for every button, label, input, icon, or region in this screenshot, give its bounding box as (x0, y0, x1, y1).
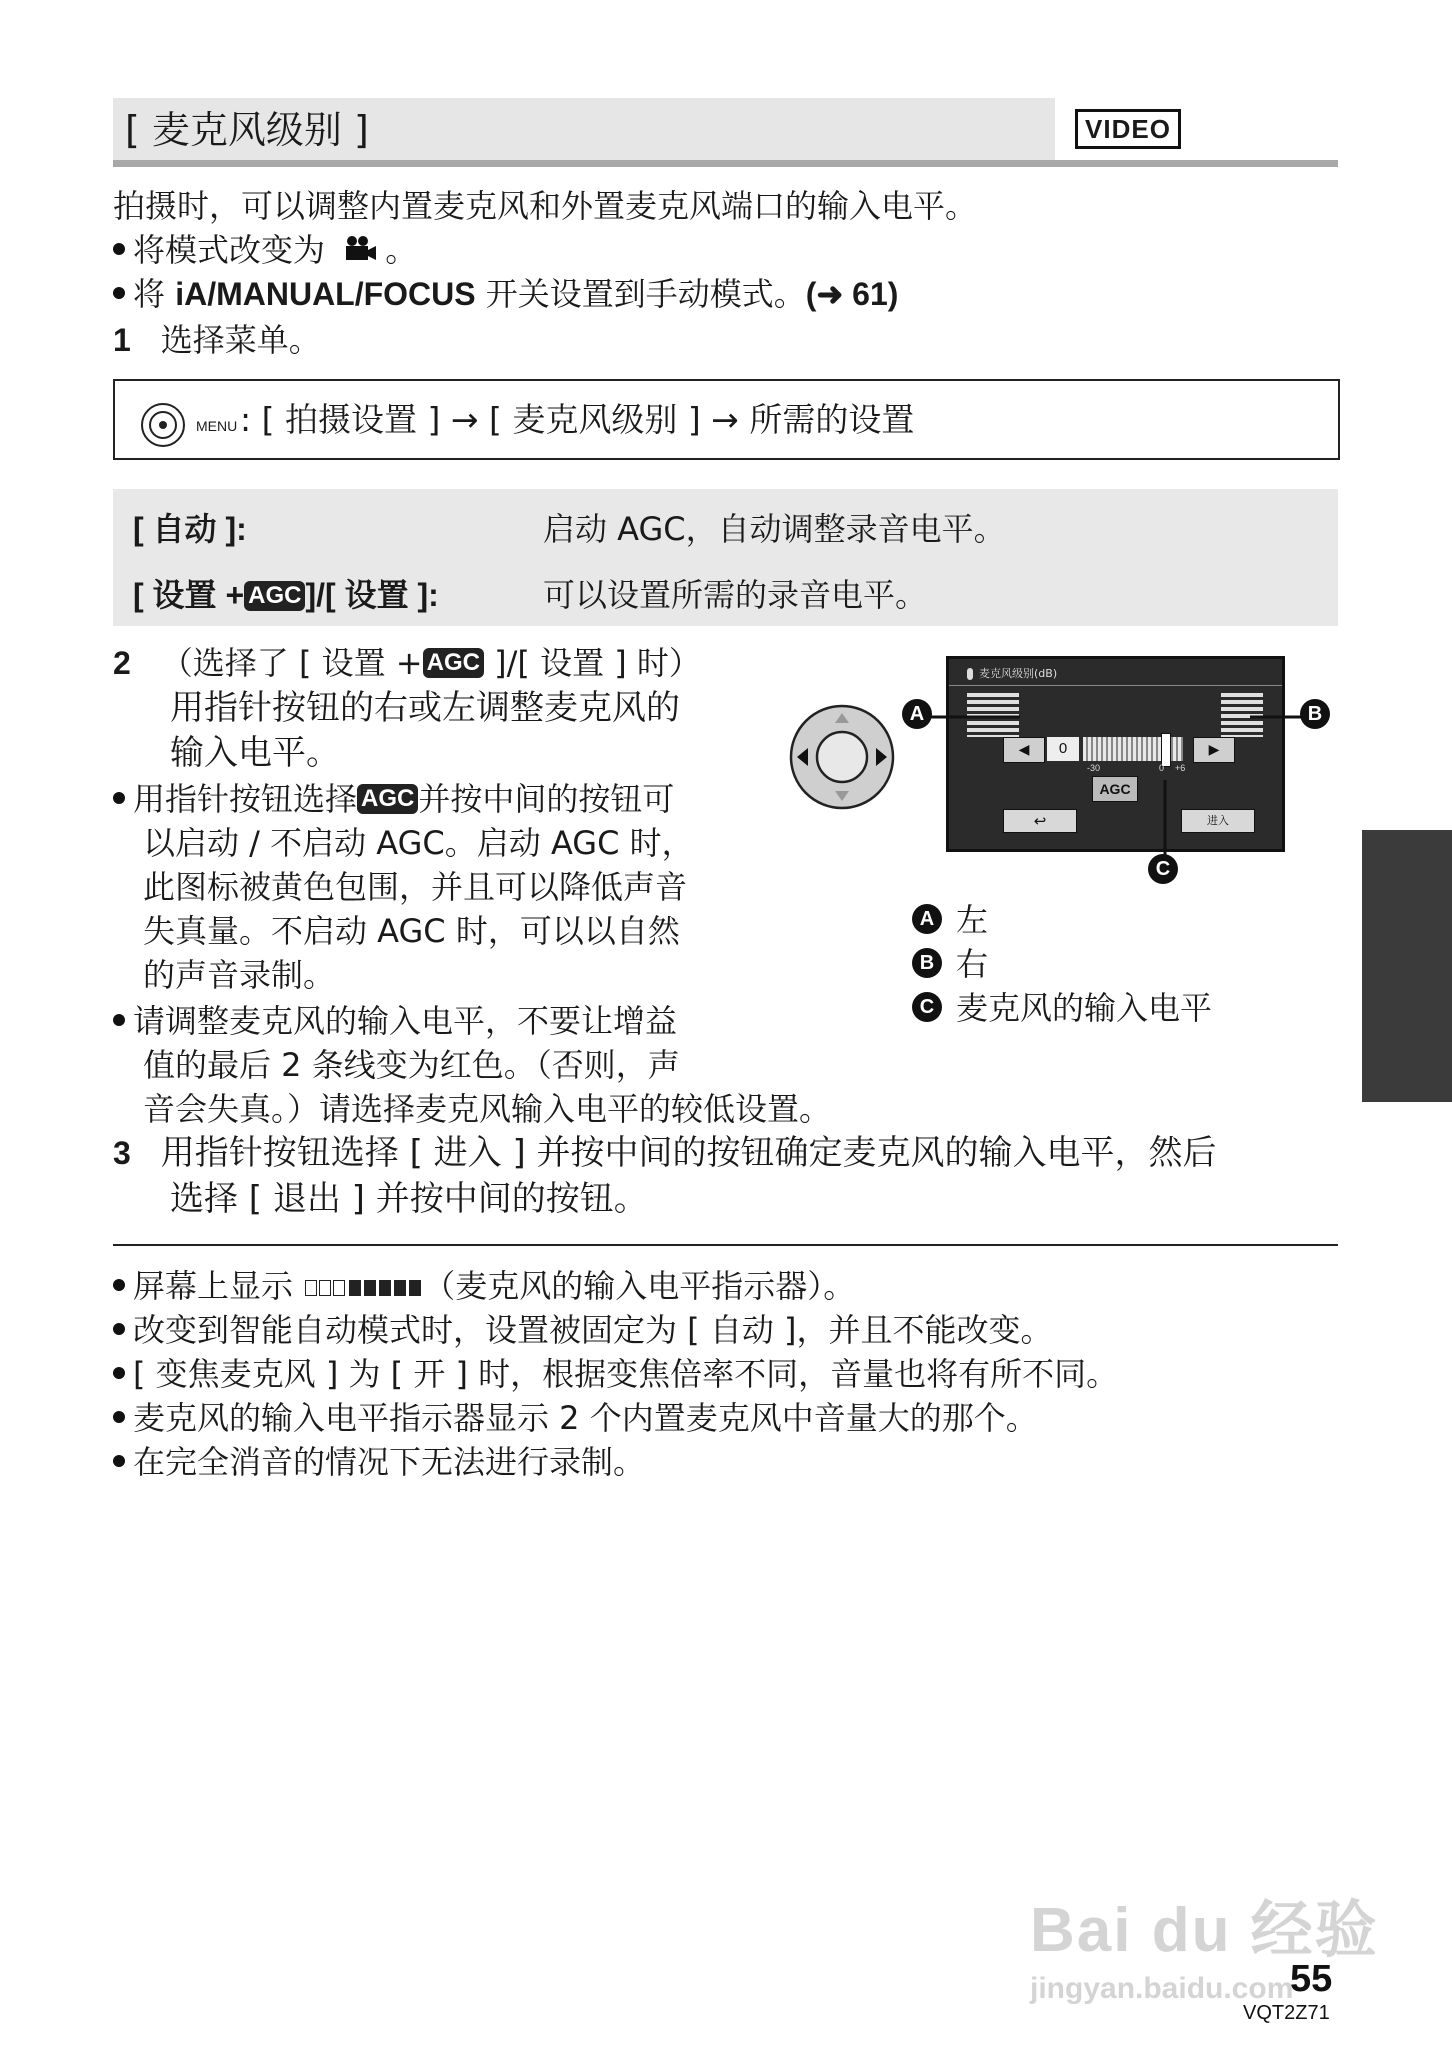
level-increase-button[interactable]: ▶ (1193, 737, 1235, 763)
step-2-b1-line-3: 此图标被黄色包围，并且可以降低声音 (143, 868, 688, 906)
title-underline (113, 160, 1338, 167)
intro-bullet-mode-tail: 。 (385, 231, 418, 269)
note-3 (113, 1352, 1118, 1396)
step-2-bullet-level (113, 999, 677, 1043)
watermark-url: jingyan.baidu.com (1030, 1972, 1294, 2005)
step-3-number: 3 (113, 1135, 131, 1171)
cursor-pad-illustration (788, 703, 896, 811)
callout-leaders (900, 700, 1320, 890)
scale-mid: 0 (1159, 763, 1165, 773)
legend-b (912, 942, 988, 986)
legend-a-letter: A (912, 904, 942, 934)
note-3-text: [ 变焦麦克风 ] 为 [ 开 ] 时，根据变焦倍率不同，音量也将有所不同。 (133, 1355, 1119, 1393)
step-2-b1-line-2: 以启动 / 不启动 AGC。启动 AGC 时， (143, 824, 694, 862)
bullet-dot (113, 1367, 125, 1379)
step-2-bullet-agc (113, 777, 674, 821)
level-decrease-button[interactable]: ◀ (1003, 737, 1045, 763)
bullet-dot (113, 792, 125, 804)
option-setup-label-post: ]/[ 设置 ]: (305, 577, 439, 613)
option-auto-desc: 启动 AGC，自动调整录音电平。 (543, 510, 1006, 548)
level-value: 0 (1047, 737, 1079, 761)
legend-b-letter: B (912, 948, 942, 978)
note-5 (113, 1440, 645, 1484)
bullet-dot (113, 1411, 125, 1423)
callout-marker-c (1148, 857, 1178, 887)
note-1 (113, 1264, 855, 1310)
page-number: 55 (1290, 1958, 1333, 2000)
bullet-dot (113, 1323, 125, 1335)
note-5-text: 在完全消音的情况下无法进行录制。 (133, 1443, 646, 1481)
note-1-pre: 屏幕上显示 (133, 1267, 294, 1305)
note-2 (113, 1308, 1053, 1352)
section-title: [ 麦克风级别 ] (125, 108, 369, 152)
step-2-cond-post: ]/[ 设置 ] 时） (483, 644, 701, 682)
legend-a (912, 898, 988, 942)
mic-level-title-text: 麦克风级别(dB) (979, 667, 1058, 680)
mic-level-title (967, 665, 1057, 681)
document-code: VQT2Z71 (1243, 2002, 1330, 2024)
screen-divider (949, 685, 1282, 686)
scale-right: +6 (1175, 763, 1186, 773)
callout-marker-a (902, 702, 932, 732)
bullet-dot (113, 287, 125, 299)
legend-c (912, 986, 1212, 1030)
option-setup-label-pre: [ 设置 + (133, 577, 245, 613)
callout-a-letter: A (902, 699, 932, 729)
option-setup-label (133, 573, 439, 617)
step-2-number: 2 (113, 645, 131, 681)
step-2-line-2: 输入电平。 (170, 733, 340, 773)
option-setup-desc: 可以设置所需的录音电平。 (543, 576, 928, 614)
step-2-b2-line-1: 请调整麦克风的输入电平，不要让增益 (133, 1002, 678, 1040)
video-mode-badge: VIDEO (1075, 109, 1181, 149)
note-4 (113, 1396, 1038, 1440)
step-2-b1-pre: 用指针按钮选择 (133, 780, 358, 818)
callout-b-letter: B (1300, 699, 1330, 729)
step-2-line-1: 用指针按钮的右或左调整麦克风的 (170, 688, 680, 728)
notes-divider (113, 1244, 1338, 1246)
callout-marker-b (1300, 702, 1330, 732)
step-2-condition (113, 641, 701, 685)
agc-toggle-button[interactable]: AGC (1092, 776, 1138, 802)
bullet-dot (113, 243, 125, 255)
bullet-dot (113, 1279, 125, 1291)
switch-text-post: 开关设置到手动模式。 (475, 275, 806, 313)
page-reference: (➜ 61) (805, 276, 899, 312)
step-1 (113, 318, 321, 362)
menu-path-text: : [ 拍摄设置 ] → [ 麦克风级别 ] → 所需的设置 (240, 400, 915, 439)
step-1-number: 1 (113, 322, 131, 358)
legend-b-text: 右 (956, 945, 989, 983)
bullet-dot (113, 1014, 125, 1026)
legend-a-text: 左 (956, 901, 989, 939)
step-3-line-1 (113, 1131, 1217, 1175)
intro-bullet-mode-text: 将模式改变为 (133, 231, 326, 269)
menu-label: MENU (196, 418, 238, 434)
agc-icon: AGC (423, 648, 484, 678)
chapter-side-tab (1362, 830, 1452, 1102)
legend-c-letter: C (912, 992, 942, 1022)
legend-c-text: 麦克风的输入电平 (956, 989, 1213, 1027)
scale-left: -30 (1087, 763, 1101, 773)
callout-c-letter: C (1148, 854, 1178, 884)
cursor-button-icon (140, 402, 186, 448)
enter-button[interactable]: 进入 (1181, 809, 1255, 833)
step-3-text-1: 用指针按钮选择 [ 进入 ] 并按中间的按钮确定麦克风的输入电平，然后 (160, 1133, 1217, 1173)
agc-icon: AGC (244, 581, 305, 611)
movie-camera-icon (343, 235, 377, 263)
intro-bullet-mode (113, 228, 417, 272)
step-3-line-2: 选择 [ 退出 ] 并按中间的按钮。 (170, 1179, 648, 1219)
step-1-text: 选择菜单。 (160, 321, 321, 359)
note-1-post: （麦克风的输入电平指示器）。 (423, 1267, 856, 1305)
intro-text: 拍摄时，可以调整内置麦克风和外置麦克风端口的输入电平。 (113, 187, 978, 225)
option-auto-label: [ 自动 ]: (133, 511, 247, 547)
microphone-icon (967, 668, 973, 680)
note-2-text: 改变到智能自动模式时，设置被固定为 [ 自动 ]，并且不能改变。 (133, 1311, 1053, 1349)
step-2-b2-line-3: 音会失真。）请选择麦克风输入电平的较低设置。 (143, 1090, 832, 1128)
intro-bullet-switch (113, 272, 898, 316)
step-2-b1-line-4: 失真量。不启动 AGC 时，可以以自然 (143, 912, 680, 950)
switch-text-pre: 将 (133, 275, 176, 313)
level-indicator-icon (305, 1263, 421, 1307)
switch-name: iA/MANUAL/FOCUS (175, 276, 476, 312)
note-4-text: 麦克风的输入电平指示器显示 2 个内置麦克风中音量大的那个。 (133, 1399, 1038, 1437)
step-2-b2-line-2: 值的最后 2 条线变为红色。（否则，声 (143, 1046, 680, 1084)
step-2-b1-post: 并按中间的按钮可 (418, 780, 675, 818)
return-button[interactable]: ↩ (1003, 809, 1077, 833)
watermark-logo: Bai du 经验 (1030, 1896, 1379, 1965)
bullet-dot (113, 1455, 125, 1467)
step-2-b1-line-5: 的声音录制。 (143, 956, 336, 994)
agc-icon: AGC (357, 784, 418, 814)
step-2-cond-pre: （选择了 [ 设置 + (160, 644, 423, 682)
